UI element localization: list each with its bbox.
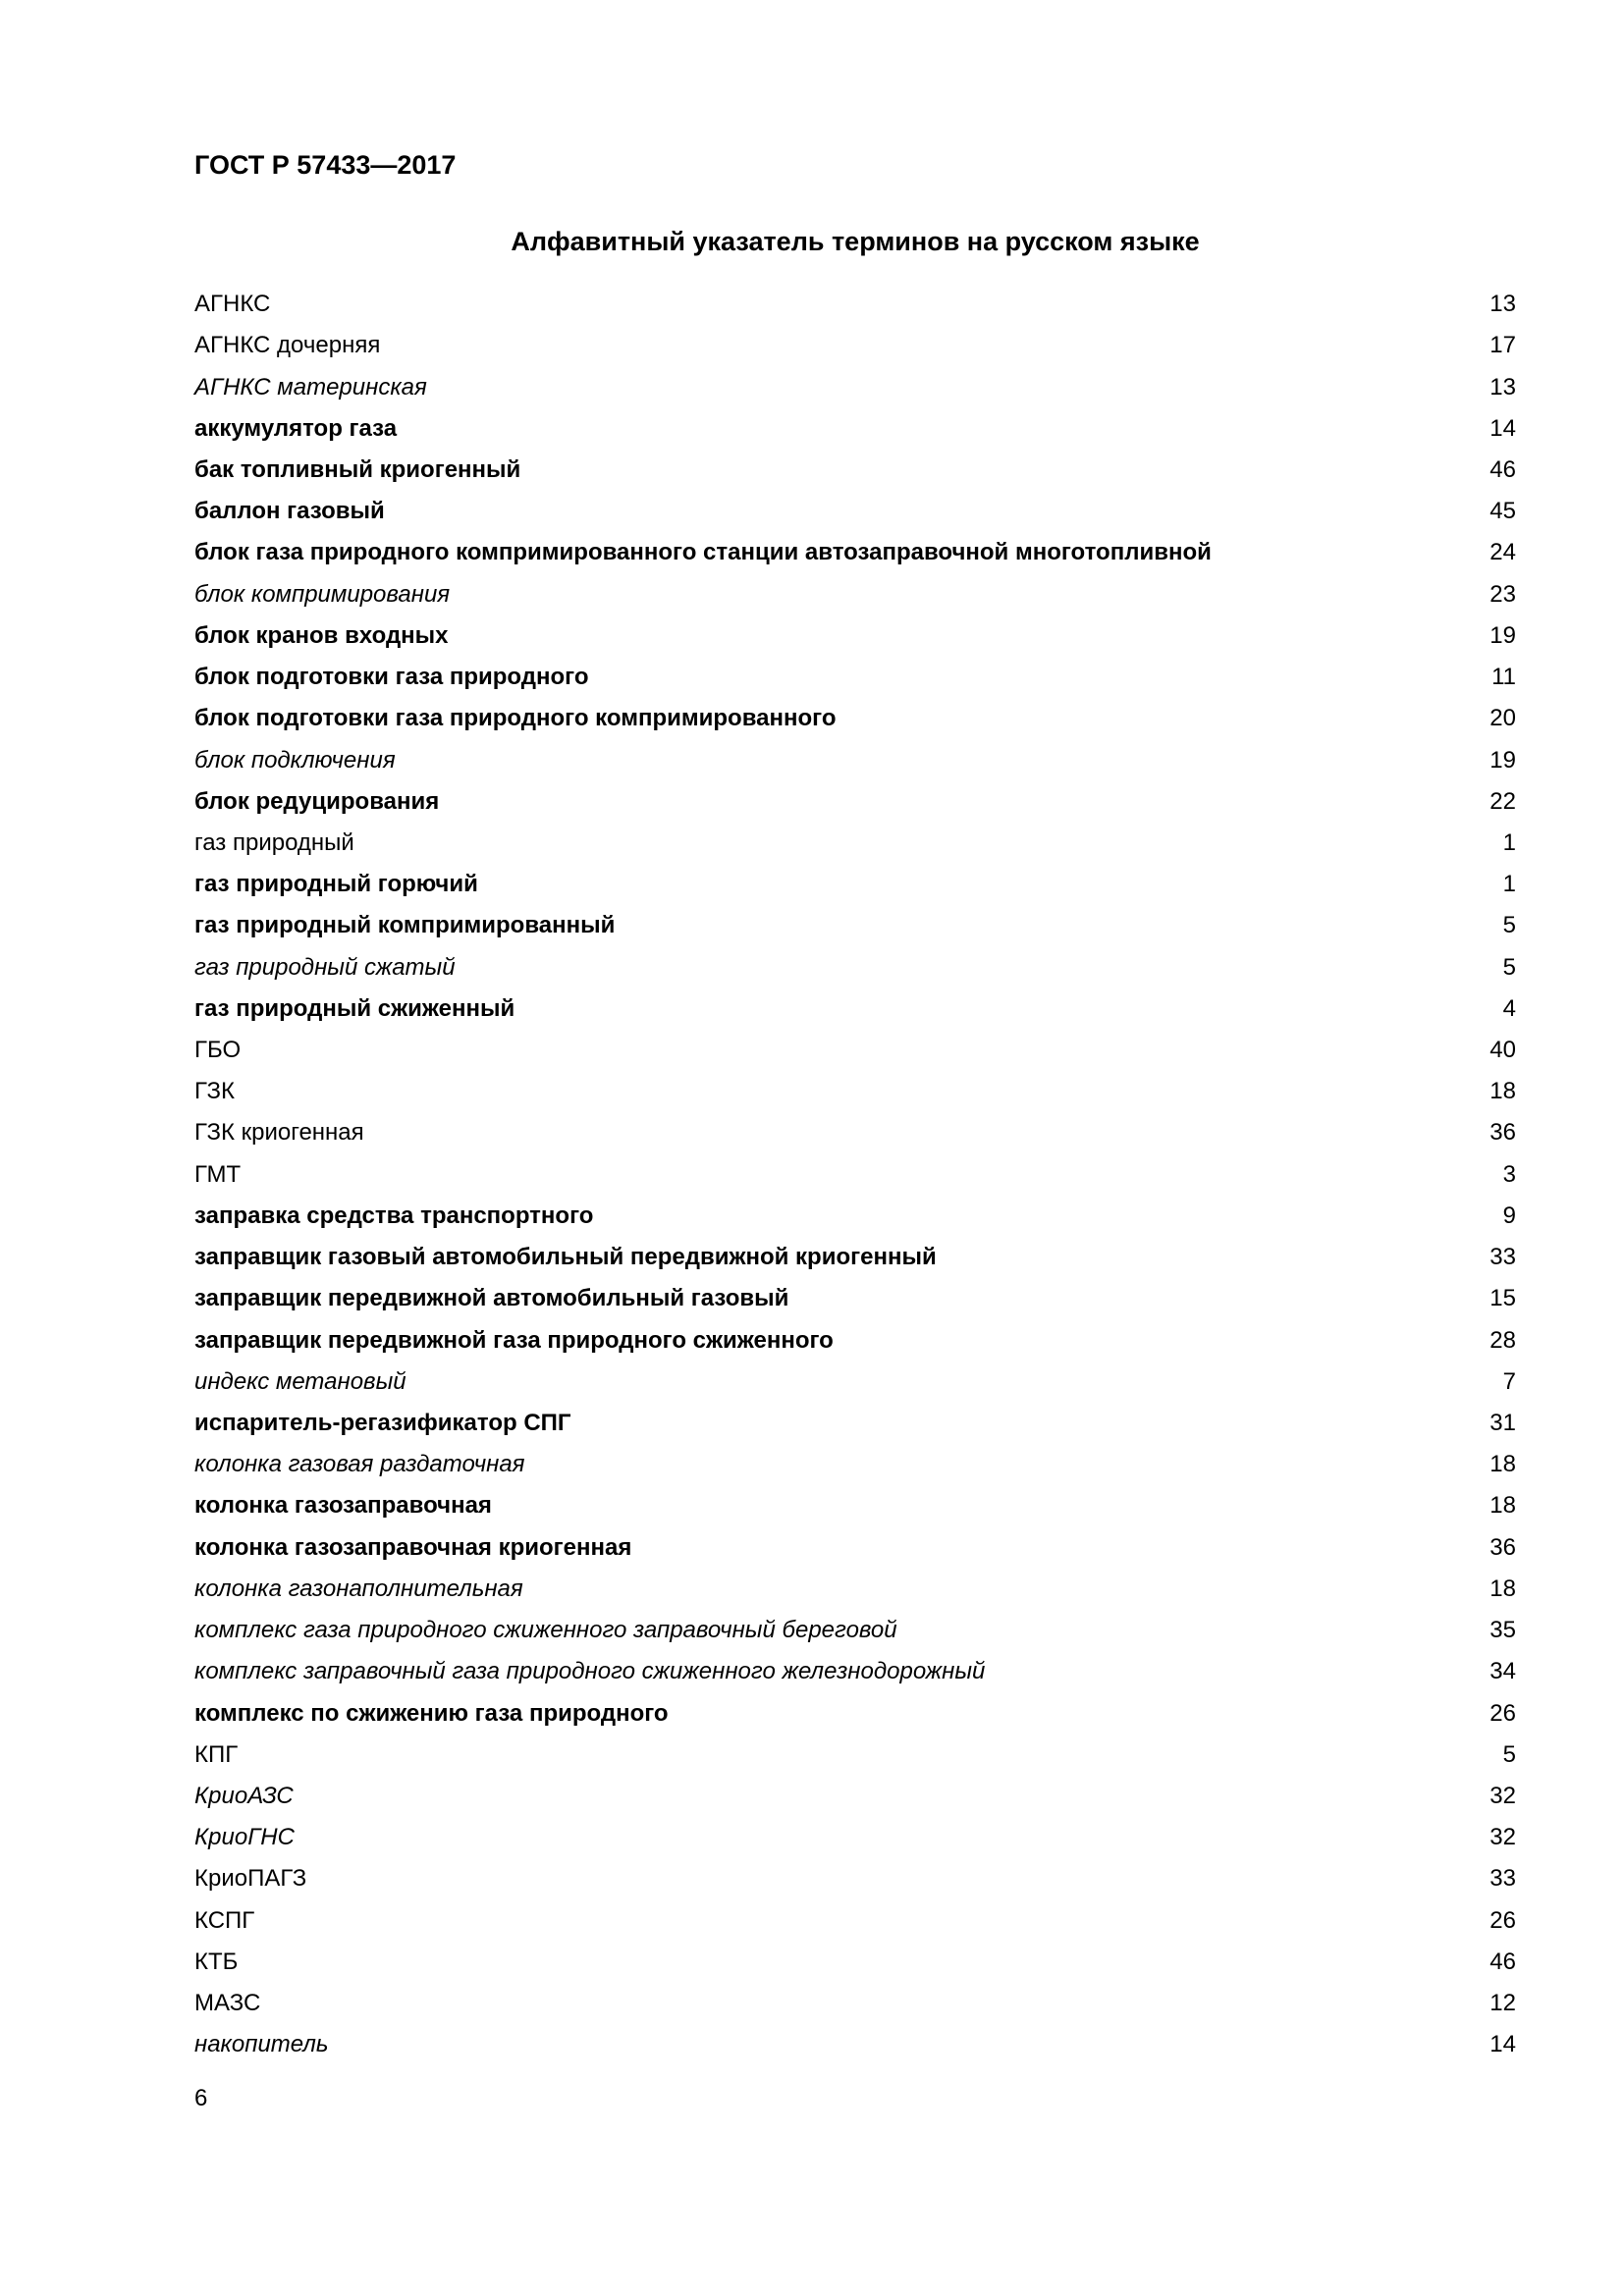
index-entry <box>194 1485 1516 1526</box>
index-entry <box>194 284 1516 325</box>
document-code-header: ГОСТ Р 57433—2017 <box>194 150 457 180</box>
index-term-number: 45 <box>1489 498 1516 525</box>
index-entry <box>194 1319 1516 1361</box>
index-term-number: 13 <box>1489 373 1516 400</box>
index-entry <box>194 1196 1516 1237</box>
index-term-number: 46 <box>1489 1948 1516 1975</box>
index-term: аккумулятор газа <box>194 414 398 442</box>
index-entry <box>194 1610 1516 1651</box>
index-term: ГЗК криогенная <box>194 1119 364 1147</box>
index-entry <box>194 1983 1516 2024</box>
index-term-number: 20 <box>1489 705 1516 732</box>
index-term-number: 18 <box>1489 1492 1516 1520</box>
index-term-number: 32 <box>1489 1824 1516 1851</box>
index-term-number: 18 <box>1489 1451 1516 1478</box>
index-term-number: 14 <box>1489 414 1516 442</box>
index-term: блок редуцирования <box>194 787 440 815</box>
index-term-number: 31 <box>1489 1410 1516 1437</box>
index-entry <box>194 1112 1516 1153</box>
index-term-number: 46 <box>1489 455 1516 483</box>
index-term: колонка газозаправочная <box>194 1492 492 1520</box>
index-term: накопитель <box>194 2031 329 2058</box>
index-term: комплекс по сжижению газа природного <box>194 1699 669 1727</box>
index-term-number: 3 <box>1502 1160 1516 1188</box>
index-term-number: 24 <box>1489 539 1516 566</box>
index-entry <box>194 1403 1516 1444</box>
index-entry <box>194 325 1516 366</box>
index-entry <box>194 1444 1516 1485</box>
index-term-number: 12 <box>1489 1990 1516 2017</box>
index-term-number: 1 <box>1502 871 1516 898</box>
index-entry <box>194 366 1516 407</box>
page-number: 6 <box>194 2085 208 2111</box>
index-term-number: 19 <box>1489 746 1516 774</box>
index-entry <box>194 823 1516 864</box>
index-term: блок подготовки газа природного <box>194 664 589 691</box>
index-term: МАЗС <box>194 1990 261 2017</box>
index-term-number: 34 <box>1489 1658 1516 1685</box>
index-term: КПГ <box>194 1740 239 1768</box>
index-term-number: 4 <box>1502 994 1516 1022</box>
index-entry <box>194 1278 1516 1319</box>
index-term-number: 15 <box>1489 1285 1516 1312</box>
index-term: испаритель-регазификатор СПГ <box>194 1410 571 1437</box>
index-term: КриоГНС <box>194 1824 295 1851</box>
index-term-number: 5 <box>1502 912 1516 939</box>
index-entry <box>194 905 1516 946</box>
index-term: газ природный сжиженный <box>194 994 515 1022</box>
index-term-number: 32 <box>1489 1782 1516 1809</box>
index-term: комплекс заправочный газа природного сжиженного железнодорожный <box>194 1658 986 1685</box>
index-term: колонка газозаправочная криогенная <box>194 1533 632 1561</box>
index-entry <box>194 1362 1516 1403</box>
index-term-number: 18 <box>1489 1078 1516 1105</box>
index-term-number: 7 <box>1502 1367 1516 1395</box>
index-term: АГНКС <box>194 291 271 318</box>
index-term-number: 33 <box>1489 1244 1516 1271</box>
index-term: заправщик газовый автомобильный передвижной криогенный <box>194 1244 937 1271</box>
index-term: АГНКС дочерняя <box>194 332 381 359</box>
index-term-number: 5 <box>1502 953 1516 981</box>
index-term: заправщик передвижной газа природного сжиженного <box>194 1326 834 1354</box>
index-term-number: 22 <box>1489 787 1516 815</box>
index-term: АГНКС материнская <box>194 373 427 400</box>
index-entry <box>194 1030 1516 1071</box>
index-term-number: 33 <box>1489 1865 1516 1893</box>
index-term: газ природный сжатый <box>194 953 456 981</box>
index-term-number: 14 <box>1489 2031 1516 2058</box>
index-entry <box>194 1900 1516 1942</box>
index-term: КТБ <box>194 1948 239 1975</box>
index-entry <box>194 1569 1516 1610</box>
index-entry <box>194 574 1516 615</box>
index-term-number: 26 <box>1489 1699 1516 1727</box>
index-term: блок подключения <box>194 746 396 774</box>
index-term-number: 26 <box>1489 1906 1516 1934</box>
index-term: индекс метановый <box>194 1367 406 1395</box>
index-entry <box>194 1154 1516 1196</box>
index-term-number: 11 <box>1491 664 1516 691</box>
index-entry <box>194 1651 1516 1692</box>
index-term: колонка газовая раздаточная <box>194 1451 525 1478</box>
index-entry <box>194 491 1516 532</box>
index-term: блок компримирования <box>194 580 451 608</box>
index-entry <box>194 1071 1516 1112</box>
index-entry <box>194 408 1516 450</box>
index-term-number: 36 <box>1489 1533 1516 1561</box>
index-entry <box>194 1735 1516 1776</box>
index-entry <box>194 947 1516 988</box>
index-term: блок газа природного компримированного станции автозаправочной многотопливной <box>194 539 1212 566</box>
term-index-list <box>194 284 1516 2065</box>
index-entry <box>194 657 1516 698</box>
index-entry <box>194 1692 1516 1734</box>
index-term: блок подготовки газа природного компримированного <box>194 705 837 732</box>
index-term-number: 36 <box>1489 1119 1516 1147</box>
index-entry <box>194 2024 1516 2065</box>
index-term-number: 28 <box>1489 1326 1516 1354</box>
index-term: газ природный <box>194 828 354 856</box>
index-term: КСПГ <box>194 1906 255 1934</box>
index-entry <box>194 781 1516 823</box>
index-term: бак топливный криогенный <box>194 455 521 483</box>
index-entry <box>194 988 1516 1030</box>
index-entry <box>194 698 1516 739</box>
index-entry <box>194 739 1516 780</box>
index-entry <box>194 864 1516 905</box>
index-term-number: 5 <box>1502 1740 1516 1768</box>
index-entry <box>194 1858 1516 1899</box>
index-entry <box>194 1776 1516 1817</box>
index-term: баллон газовый <box>194 498 385 525</box>
index-term: ГЗК <box>194 1078 235 1105</box>
index-term: КриоАЗС <box>194 1782 294 1809</box>
index-term-number: 40 <box>1489 1037 1516 1064</box>
index-term: комплекс газа природного сжиженного заправочный береговой <box>194 1617 897 1644</box>
index-entry <box>194 532 1516 573</box>
index-term-number: 19 <box>1489 621 1516 649</box>
index-entry <box>194 1942 1516 1983</box>
index-entry <box>194 1527 1516 1569</box>
index-title: Алфавитный указатель терминов на русском языке <box>511 227 1200 256</box>
index-term: заправка средства транспортного <box>194 1201 594 1229</box>
index-entry <box>194 615 1516 657</box>
index-term-number: 1 <box>1502 828 1516 856</box>
index-term-number: 18 <box>1489 1575 1516 1602</box>
index-term-number: 17 <box>1489 332 1516 359</box>
index-term: КриоПАГЗ <box>194 1865 307 1893</box>
index-term: ГМТ <box>194 1160 242 1188</box>
index-term: ГБО <box>194 1037 242 1064</box>
index-term: колонка газонаполнительная <box>194 1575 523 1602</box>
index-term-number: 9 <box>1502 1201 1516 1229</box>
index-entry <box>194 450 1516 491</box>
index-term-number: 23 <box>1489 580 1516 608</box>
index-term-number: 13 <box>1489 291 1516 318</box>
index-term-number: 35 <box>1489 1617 1516 1644</box>
index-term: заправщик передвижной автомобильный газовый <box>194 1285 789 1312</box>
index-entry <box>194 1237 1516 1278</box>
index-entry <box>194 1817 1516 1858</box>
index-term: газ природный компримированный <box>194 912 616 939</box>
index-term: газ природный горючий <box>194 871 478 898</box>
index-term: блок кранов входных <box>194 621 449 649</box>
